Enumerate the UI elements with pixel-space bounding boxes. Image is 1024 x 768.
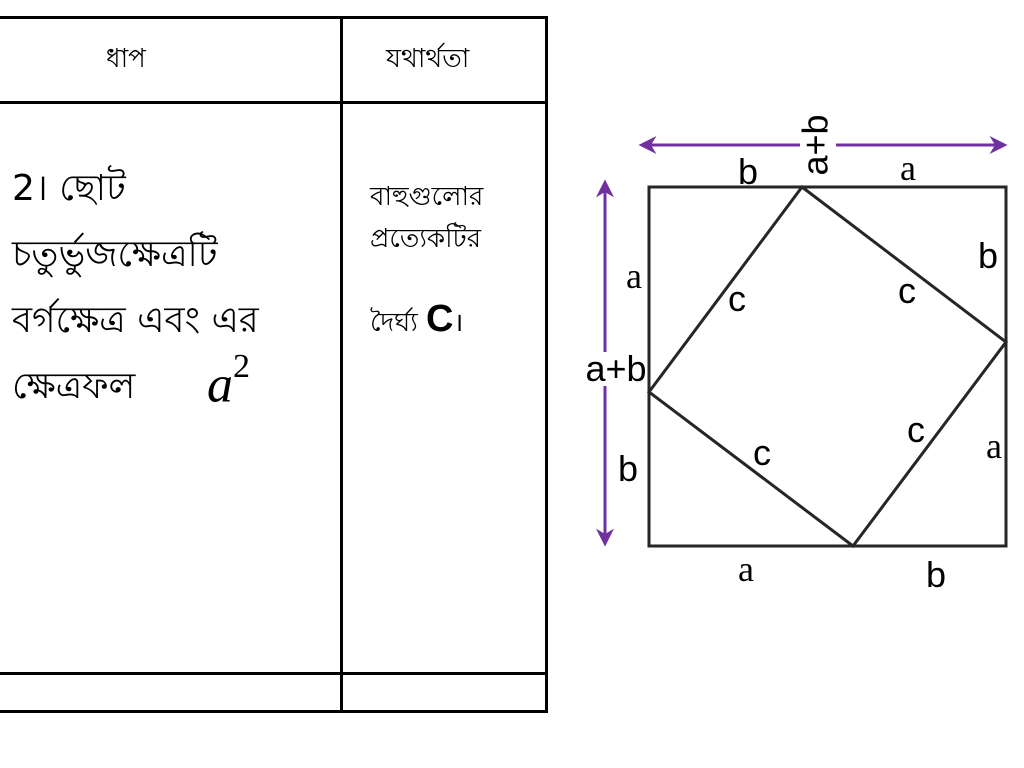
end-mark: । bbox=[453, 308, 464, 338]
header-divider bbox=[0, 101, 548, 104]
header-step: ধাপ bbox=[106, 44, 146, 74]
justification-line-2: প্রত্যেকটির bbox=[370, 224, 481, 254]
top-arrow-label: a+b bbox=[794, 114, 836, 176]
right-a-label: a bbox=[986, 426, 1002, 466]
justification-line-3 bbox=[370, 298, 483, 344]
right-b-label: b bbox=[977, 235, 999, 276]
c-label-top-right: c bbox=[898, 270, 916, 311]
area-formula bbox=[207, 348, 250, 414]
length-word: দৈর্ঘ্য bbox=[370, 308, 418, 338]
top-a-label: a bbox=[900, 148, 916, 188]
c-label-bottom-right: c bbox=[907, 409, 925, 450]
length-symbol: C bbox=[426, 298, 454, 340]
inner-square bbox=[649, 187, 1006, 546]
left-b-label: b bbox=[617, 448, 639, 489]
pythagoras-diagram bbox=[560, 100, 1020, 600]
row-divider bbox=[0, 672, 548, 675]
step-line-3: বর্গক্ষেত্র এবং এর bbox=[12, 300, 259, 341]
column-divider bbox=[340, 16, 343, 710]
bottom-b-label: b bbox=[925, 554, 947, 595]
proof-table bbox=[0, 16, 548, 710]
area-base: a bbox=[207, 356, 233, 414]
outer-square bbox=[649, 187, 1006, 546]
left-a-label: a bbox=[626, 256, 642, 296]
step-line-2: চতুর্ভুজক্ষেত্রটি bbox=[12, 234, 218, 275]
c-label-top-left: c bbox=[728, 278, 746, 319]
top-b-label: b bbox=[737, 151, 759, 192]
step-line-4: ক্ষেত্রফল bbox=[12, 366, 136, 407]
justification-line-1: বাহুগুলোর bbox=[370, 182, 484, 212]
step-line-1: 2। ছোট bbox=[12, 168, 126, 209]
header-justification: যথার্থতা bbox=[386, 44, 470, 74]
left-arrow-label: a+b bbox=[585, 348, 647, 389]
c-label-bottom-left: c bbox=[753, 432, 771, 473]
justification-text bbox=[370, 176, 483, 344]
area-exponent: 2 bbox=[233, 348, 250, 385]
bottom-a-label: a bbox=[738, 549, 754, 589]
